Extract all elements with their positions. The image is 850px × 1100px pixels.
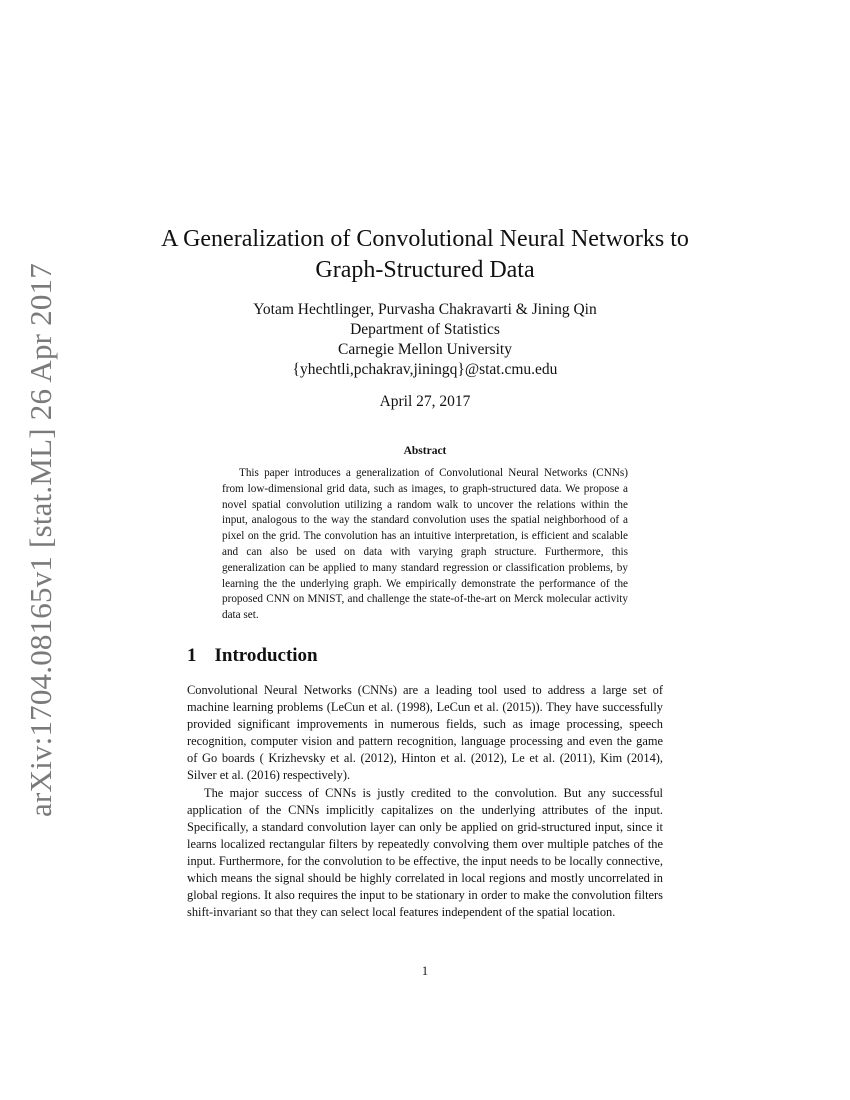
author-emails: {yhechtli,pchakrav,jiningq}@stat.cmu.edu [292, 361, 558, 378]
arxiv-identifier-stamp: arXiv:1704.08165v1 [stat.ML] 26 Apr 2017 [23, 263, 58, 817]
abstract-text: This paper introduces a generalization of Convolutional Neural Networks (CNNs) from low-dimensional grid data, such as images, to graph-structured data. We propose a novel spatial convolution utilizing a random walk to uncover the relations within the input, analogous to the way the standard convolution uses the spatial neighborhood of a pixel on the grid. The convolution has an intuitive interpretation, is efficient and scalable and can also be used on data with varying graph structure. Furthermore, this generalization can be applied to many standard regression or classification problems, by learning the the underlying graph. We empirically demonstrate the performance of the proposed CNN on MNIST, and challenge the state-of-the-art on Merck molecular activity data set. [222, 467, 628, 622]
paper-date: April 27, 2017 [379, 393, 471, 410]
introduction-body [187, 682, 663, 921]
author-names: Yotam Hechtlinger, Purvasha Chakravarti & Jining Qin [253, 301, 597, 318]
abstract-heading: Abstract [403, 445, 447, 457]
paragraph: The major success of CNNs is justly credited to the convolution. But any successful application of the CNNs implicitly capitalizes on the underlying attributes of the input. Specifically, a standard convolution layer can only be applied on grid-structured input, since it learns localized rectangular filters by repeatedly convolving them over multiple patches of the input. Furthermore, for the convolution to be effective, the input needs to be locally connective, which means the signal should be highly correlated in local regions and mostly uncorrelated in global regions. It also requires the input to be stationary in order to make the convolution filters shift-invariant so that they can select local features independent of the spatial location. [187, 785, 663, 920]
page-number: 1 [421, 964, 429, 978]
paragraph: Convolutional Neural Networks (CNNs) are a leading tool used to address a large set of machine learning problems (LeCun et al. (1998), LeCun et al. (2015)). They have successfully provided significant improvements in numerous fields, such as image processing, speech recognition, computer vision and pattern recognition, language processing and even the game of Go boards ( Krizhevsky et al. (2012), Hinton et al. (2012), Le et al. (2011), Kim (2014), Silver et al. (2016) respectively). [187, 683, 663, 783]
section-heading [187, 645, 318, 667]
section-number: 1 [187, 645, 197, 666]
author-university: Carnegie Mellon University [338, 341, 512, 358]
author-block [150, 300, 700, 380]
paper-title: A Generalization of Convolutional Neural Networks to Graph-Structured Data [161, 226, 689, 283]
section-title: Introduction [214, 645, 318, 666]
author-department: Department of Statistics [350, 321, 500, 338]
